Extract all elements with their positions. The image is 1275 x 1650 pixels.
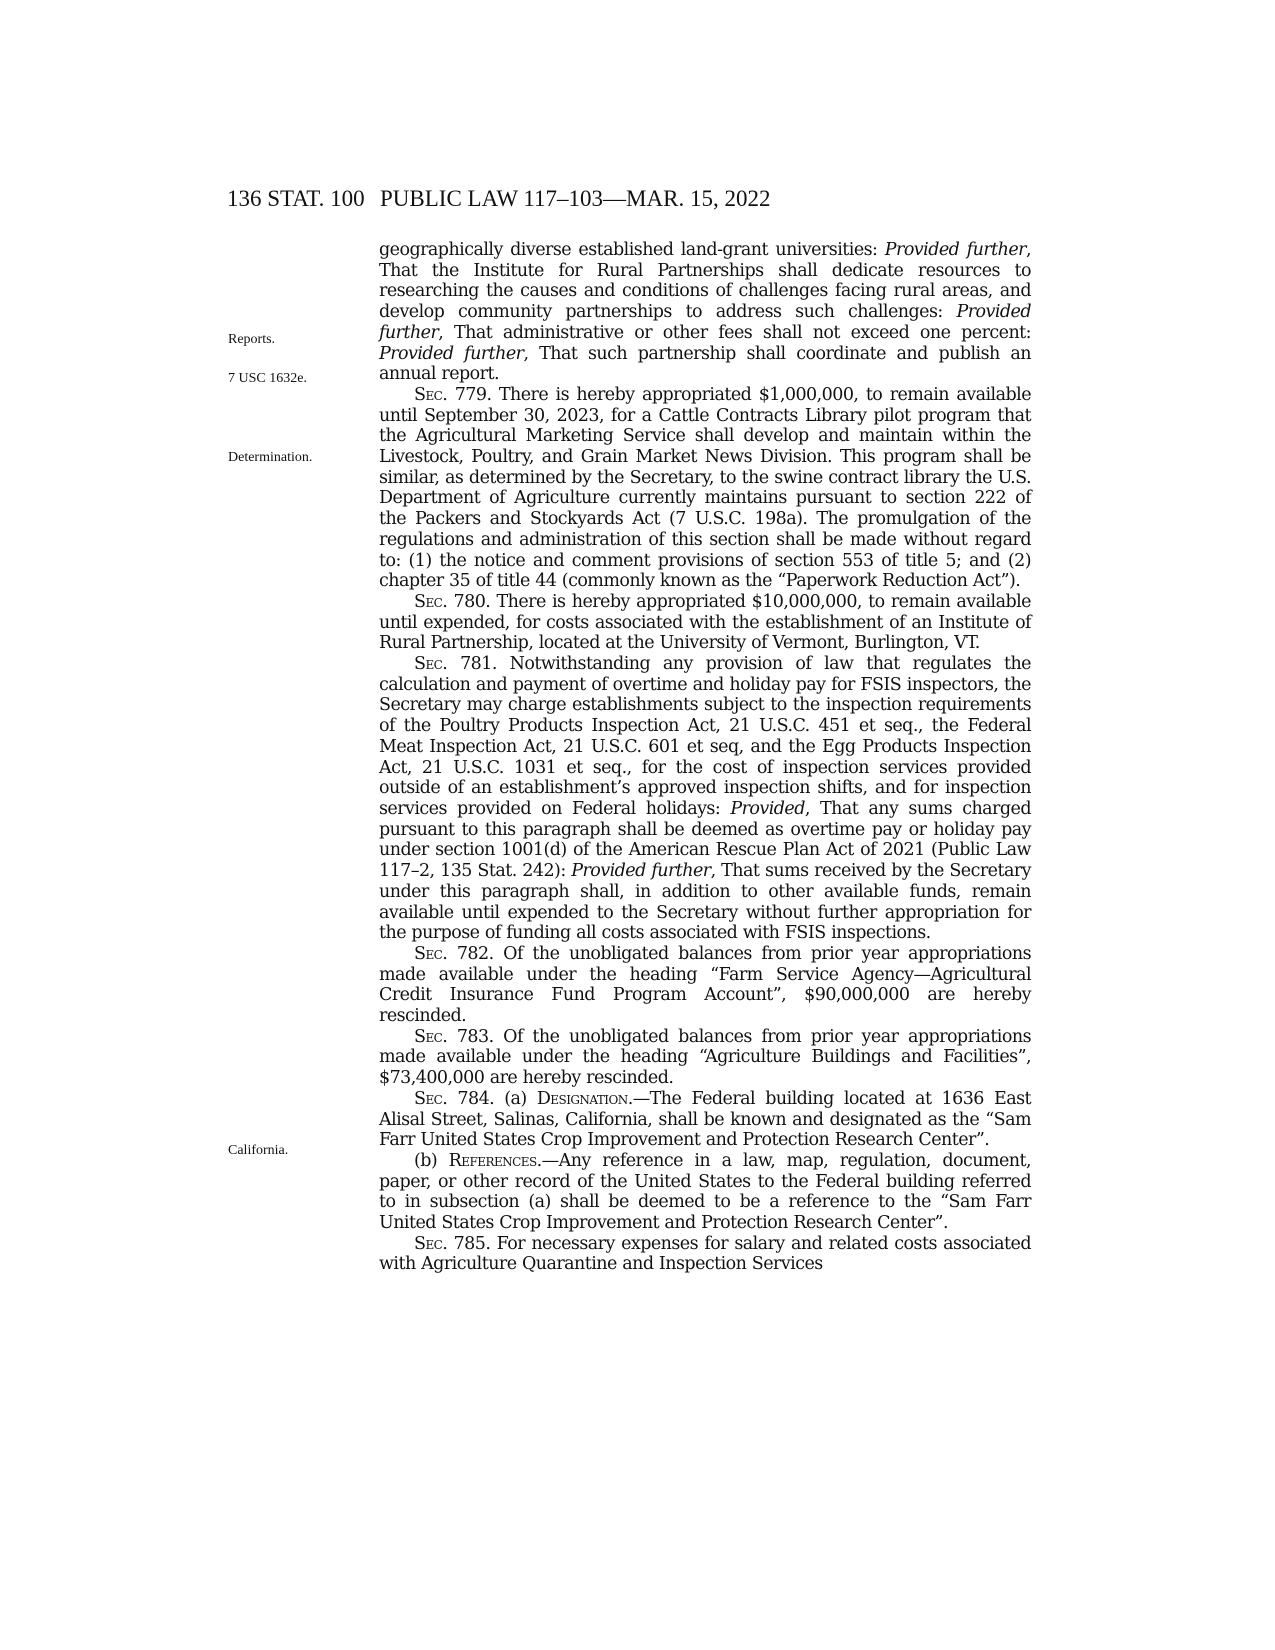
text-run: .—The Federal building located at 1636 East Alisal Street, Salinas, California, shall be known and designated as the “Sam Farr United States Crop Improvement and Protection Research Center”. [379,1088,1031,1151]
body-text [379,240,1031,1275]
margin-note-usc: 7 USC 1632e. [228,371,307,386]
margin-note-california: California. [228,1143,289,1158]
margin-note-determination: Determination. [228,450,313,465]
italic-proviso: Provided [730,798,805,819]
section-label: Sec. [414,654,448,675]
section-label: Sec. [414,384,448,405]
italic-proviso: Provided further [884,240,1026,260]
text-run: , That administrative or other fees shall not exceed one percent: [438,322,1031,343]
text-run: , That the Institute for Rural Partnerships shall dedicate resources to researching the causes and conditions of challenges facing rural areas, and develop community partnerships to address such challenges: [379,240,1031,323]
margin-note-reports: Reports. [228,332,276,347]
section-label: Sec. [414,1088,448,1109]
text-run: (b) [414,1150,449,1171]
italic-proviso: Provided further [379,343,524,364]
section-781 [379,654,1031,944]
text-run: 781. Notwithstanding any provision of law that regulates the calculation and payment of overtime and holiday pay for FSIS inspectors, the Secretary may charge establishments subject to the inspection requirements of the Poultry Products Inspection Act, 21 U.S.C. 451 et seq., the Federal Meat Inspection Act, 21 U.S.C. 601 et seq, and the Egg Products Inspection Act, 21 U.S.C. 1031 et seq., for the cost of inspection services provided outside of an establishment’s approved inspection shifts, and for inspection services provided on Federal holidays: [379,654,1031,819]
text-run: 779. There is hereby appropriated $1,000,000, to remain available until September 30, 2023, for a Cattle Contracts Library pilot program that the Agricultural Marketing Service shall develop and maintain within the Livestock, Poultry, and Grain Market News Division. This program shall be similar, as determined by the Secretary, to the swine contract library the U.S. Department of Agriculture currently maintains pursuant to section 222 of the Packers and Stockyards Act (7 U.S.C. 198a). The promulgation of the regulations and administration of this section shall be made without regard to: (1) the notice and comment provisions of section 553 of title 5; and (2) chapter 35 of title 44 (commonly known as the “Paperwork Reduction Act”). [379,384,1031,592]
italic-proviso: Provided further [379,302,1031,343]
paragraph-continued [379,240,1031,385]
section-782 [379,944,1031,1027]
text-run: , That any sums charged pursuant to this paragraph shall be deemed as overtime pay or holiday pay under section 1001(d) of the American Rescue Plan Act of 2021 (Public Law 117–2, 135 Stat. 242): [379,798,1031,882]
section-784-a [379,1089,1031,1151]
section-label: Sec. [414,591,448,612]
text-run: 782. Of the unobligated balances from prior year appropriations made available under the heading “Farm Service Agency—Agricultural Credit Insurance Fund Program Account”, $90,000,000 are hereby rescinded. [379,943,1031,1027]
text-run: 785. For necessary expenses for salary and related costs associated with Agriculture Quarantine and Inspection Services [379,1233,1031,1275]
text-run: 784. (a) [447,1088,537,1109]
section-780 [379,592,1031,654]
text-run: , That sums received by the Secretary under this paragraph shall, in addition to other available funds, remain available until expended to the Secretary without further appropriation for the purpose of funding all costs associated with FSIS inspections. [379,861,1031,944]
running-head [0,186,1275,218]
text-run: , That such partnership shall coordinate and publish an annual report. [379,343,1031,385]
section-label: Sec. [414,1233,448,1254]
text-run: geographically diverse established land-grant universities: [379,240,885,260]
section-label: Sec. [414,1026,448,1047]
section-785 [379,1234,1031,1275]
italic-proviso: Provided further [571,861,711,882]
text-run: 783. Of the unobligated balances from prior year appropriations made available under the heading “Agriculture Buildings and Facilities”, $73,400,000 are hereby rescinded. [379,1026,1031,1089]
section-779 [379,385,1031,592]
subsection-heading: Designation [536,1088,628,1109]
section-label: Sec. [414,943,448,964]
subsection-heading: References [448,1150,537,1171]
stat-page-number: 136 STAT. 100 [227,186,365,211]
text-run: 780. There is hereby appropriated $10,000,000, to remain available until expended, for costs associated with the establishment of an Institute of Rural Partnership, located at the University of Vermont, Burlington, VT. [379,591,1031,654]
section-783 [379,1027,1031,1089]
section-784-b [379,1151,1031,1234]
text-run: .—Any reference in a law, map, regulation, document, paper, or other record of the United States to the Federal building referred to in subsection (a) shall be deemed to be a reference to the “Sam Farr United States Crop Improvement and Protection Research Center”. [379,1150,1031,1234]
public-law-title: PUBLIC LAW 117–103—MAR. 15, 2022 [380,186,771,211]
